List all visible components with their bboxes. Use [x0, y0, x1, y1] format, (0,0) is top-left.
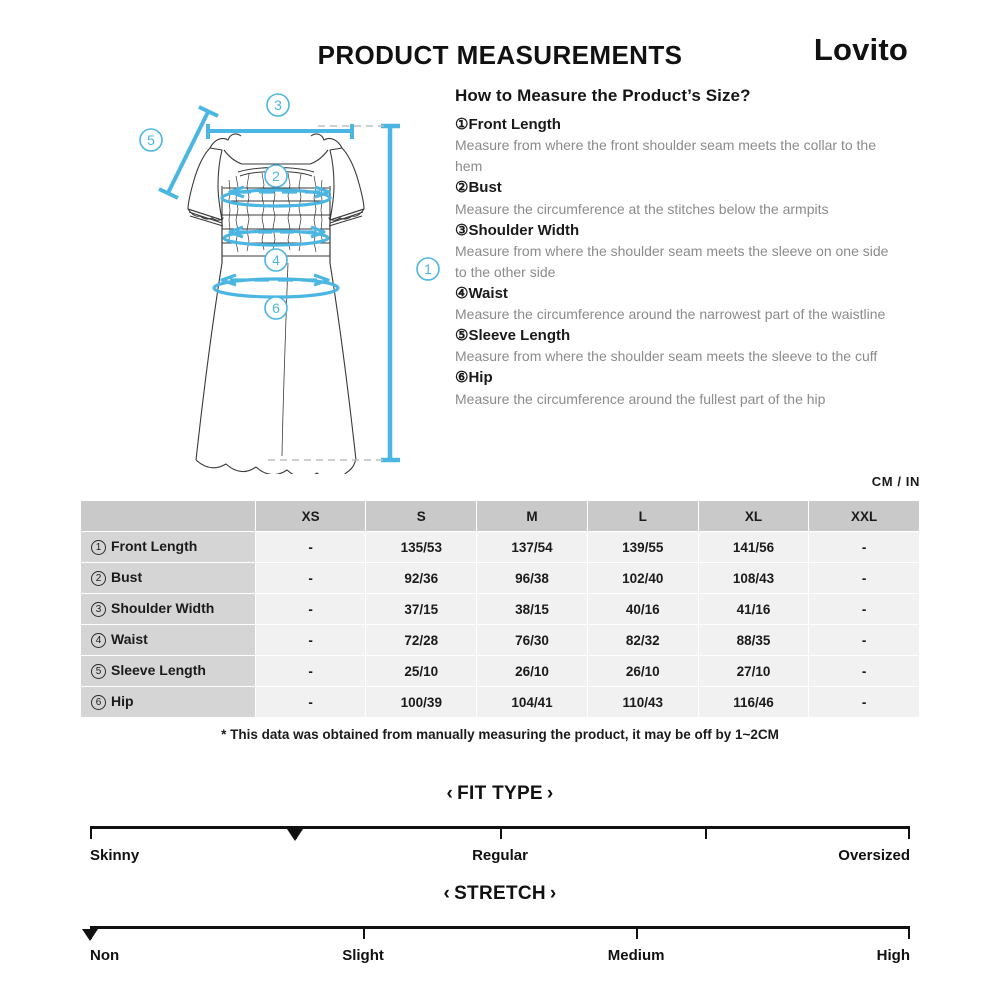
cell-m-hip: 104/41: [477, 687, 587, 717]
cell-s-front-length: 135/53: [366, 532, 476, 562]
measure-term-3: ③Shoulder Width: [455, 221, 580, 239]
measure-term-2: ②Bust: [455, 179, 502, 197]
callout-badge-1: [417, 258, 439, 280]
axis-tick: [908, 826, 910, 839]
measure-definition-6: [455, 367, 895, 409]
fit-type-scale: [0, 783, 1000, 864]
row-number-badge: 6: [91, 695, 106, 710]
cell-xs-sleeve-length: -: [256, 656, 366, 686]
fit-type-scale-title: [0, 783, 1000, 805]
fit-type-label: FIT TYPE: [457, 783, 543, 804]
cell-xs-bust: -: [256, 563, 366, 593]
chevron-left-icon: ‹: [446, 783, 454, 804]
chevron-right-icon: ›: [549, 883, 557, 904]
cell-xl-sleeve-length: 27/10: [699, 656, 809, 686]
cell-s-bust: 92/36: [366, 563, 476, 593]
fit-type-axis[interactable]: [90, 814, 910, 864]
axis-label-medium: Medium: [607, 947, 665, 964]
axis-tick: [636, 926, 638, 939]
cell-m-waist: 76/30: [477, 625, 587, 655]
measure-term-4: ④Waist: [455, 284, 508, 302]
row-header-shoulder-width: [81, 594, 255, 624]
row-number-badge: 4: [91, 633, 106, 648]
dress-diagram-svg: [118, 88, 448, 474]
row-header-label: Bust: [111, 569, 143, 585]
column-header-s: S: [366, 501, 476, 531]
measure-definition-1: [455, 114, 895, 177]
measure-definition-5: [455, 325, 895, 367]
chevron-right-icon: ›: [546, 783, 554, 804]
table-row: [81, 625, 919, 655]
svg-text:6: 6: [272, 300, 280, 316]
selected-value-marker: [287, 829, 303, 841]
cell-m-sleeve-length: 26/10: [477, 656, 587, 686]
how-to-measure-title: How to Measure the Product’s Size?: [455, 86, 751, 105]
size-table: [80, 500, 920, 718]
svg-text:1: 1: [424, 261, 432, 277]
selected-value-marker: [82, 929, 98, 941]
cell-xl-hip: 116/46: [699, 687, 809, 717]
row-number-badge: 3: [91, 602, 106, 617]
row-header-label: Waist: [111, 631, 148, 647]
callout-1-front-length-line: [381, 126, 400, 460]
callout-badge-6: [265, 297, 287, 319]
size-table-head: [81, 501, 919, 531]
column-header-xl: XL: [699, 501, 809, 531]
cell-xs-shoulder-width: -: [256, 594, 366, 624]
cell-xl-front-length: 141/56: [699, 532, 809, 562]
table-row: [81, 532, 919, 562]
column-header-xxl: XXL: [809, 501, 919, 531]
measure-term-5: ⑤Sleeve Length: [455, 327, 571, 345]
cell-xl-shoulder-width: 41/16: [699, 594, 809, 624]
row-header-front-length: [81, 532, 255, 562]
callout-2-bust-line: [222, 187, 330, 206]
cell-m-front-length: 137/54: [477, 532, 587, 562]
cell-xxl-waist: -: [809, 625, 919, 655]
row-header-label: Sleeve Length: [111, 662, 206, 678]
row-header-sleeve-length: [81, 656, 255, 686]
svg-text:2: 2: [272, 168, 280, 184]
cell-xs-front-length: -: [256, 532, 366, 562]
cell-l-front-length: 139/55: [588, 532, 698, 562]
table-row: [81, 687, 919, 717]
measure-desc-1: Measure from where the front shoulder seam meets the collar to the hem: [455, 137, 876, 175]
measure-desc-6: Measure the circumference around the fullest part of the hip: [455, 390, 826, 407]
callout-4-waist-line: [224, 227, 328, 245]
measure-term-1: ①Front Length: [455, 116, 561, 133]
size-table-header-row: [81, 501, 919, 531]
table-row: [81, 656, 919, 686]
table-row: [81, 563, 919, 593]
cell-xl-bust: 108/43: [699, 563, 809, 593]
row-header-bust: [81, 563, 255, 593]
row-header-waist: [81, 625, 255, 655]
svg-text:3: 3: [274, 97, 282, 113]
row-number-badge: 5: [91, 664, 106, 679]
table-corner-cell: [81, 501, 255, 531]
axis-label-regular: Regular: [472, 847, 528, 864]
axis-label-high: High: [876, 947, 910, 964]
row-header-label: Front Length: [111, 538, 198, 554]
cell-xs-hip: -: [256, 687, 366, 717]
cell-l-sleeve-length: 26/10: [588, 656, 698, 686]
unit-label: CM / IN: [871, 474, 920, 489]
cell-l-hip: 110/43: [588, 687, 698, 717]
brand-logo: Lovito: [813, 32, 908, 67]
size-table-body: [81, 532, 919, 717]
cell-m-bust: 96/38: [477, 563, 587, 593]
cell-xxl-front-length: -: [809, 532, 919, 562]
cell-xl-waist: 88/35: [699, 625, 809, 655]
cell-xxl-hip: -: [809, 687, 919, 717]
measurement-annotations: [159, 107, 400, 460]
cell-xs-waist: -: [256, 625, 366, 655]
axis-label-oversized: Oversized: [838, 847, 910, 864]
stretch-axis-line: [90, 926, 910, 929]
measurement-footnote: * This data was obtained from manually measuring the product, it may be off by 1~2CM: [221, 727, 779, 742]
cell-xxl-sleeve-length: -: [809, 656, 919, 686]
column-header-xs: XS: [256, 501, 366, 531]
column-header-l: L: [588, 501, 698, 531]
stretch-axis[interactable]: [90, 914, 910, 964]
axis-tick: [90, 826, 92, 839]
axis-tick: [705, 826, 707, 839]
chevron-left-icon: ‹: [443, 883, 451, 904]
callout-badge-2: [265, 165, 287, 187]
cell-xxl-shoulder-width: -: [809, 594, 919, 624]
axis-tick: [363, 926, 365, 939]
axis-label-slight: Slight: [342, 947, 384, 964]
row-header-label: Shoulder Width: [111, 600, 215, 616]
cell-l-bust: 102/40: [588, 563, 698, 593]
cell-s-sleeve-length: 25/10: [366, 656, 476, 686]
row-number-badge: 2: [91, 571, 106, 586]
row-number-badge: 1: [91, 540, 106, 555]
stretch-label: STRETCH: [454, 883, 546, 904]
measure-desc-5: Measure from where the shoulder seam meets the sleeve to the cuff: [455, 348, 878, 365]
stretch-scale-title: [0, 883, 1000, 905]
how-to-measure-panel: [455, 86, 895, 410]
row-header-hip: [81, 687, 255, 717]
cell-s-hip: 100/39: [366, 687, 476, 717]
axis-tick: [500, 826, 502, 839]
measure-definition-2: [455, 177, 895, 219]
axis-label-non: Non: [90, 947, 120, 964]
measure-desc-2: Measure the circumference at the stitches below the armpits: [455, 200, 829, 217]
page-title: PRODUCT MEASUREMENTS: [317, 40, 683, 70]
cell-s-shoulder-width: 37/15: [366, 594, 476, 624]
cell-l-shoulder-width: 40/16: [588, 594, 698, 624]
cell-m-shoulder-width: 38/15: [477, 594, 587, 624]
callout-5-sleeve-length-line: [159, 107, 218, 198]
callout-badge-3: [267, 94, 289, 116]
row-header-label: Hip: [111, 693, 134, 709]
column-header-m: M: [477, 501, 587, 531]
cell-s-waist: 72/28: [366, 625, 476, 655]
callout-badge-4: [265, 249, 287, 271]
cell-xxl-bust: -: [809, 563, 919, 593]
axis-tick: [908, 926, 910, 939]
svg-text:4: 4: [272, 252, 280, 268]
measure-definition-4: [455, 283, 895, 325]
measure-term-6: ⑥Hip: [455, 369, 493, 387]
callout-6-hip-line: [214, 275, 338, 297]
measure-desc-4: Measure the circumference around the narrowest part of the waistline: [455, 306, 886, 323]
callout-badge-5: [140, 129, 162, 151]
table-row: [81, 594, 919, 624]
measure-desc-3: Measure from where the shoulder seam meets the sleeve on one side to the other side: [455, 242, 889, 280]
stretch-scale: [0, 883, 1000, 964]
garment-measurement-diagram: [118, 88, 448, 474]
cell-l-waist: 82/32: [588, 625, 698, 655]
axis-label-skinny: Skinny: [90, 847, 140, 864]
svg-text:5: 5: [147, 132, 155, 148]
measure-definition-3: [455, 220, 895, 283]
